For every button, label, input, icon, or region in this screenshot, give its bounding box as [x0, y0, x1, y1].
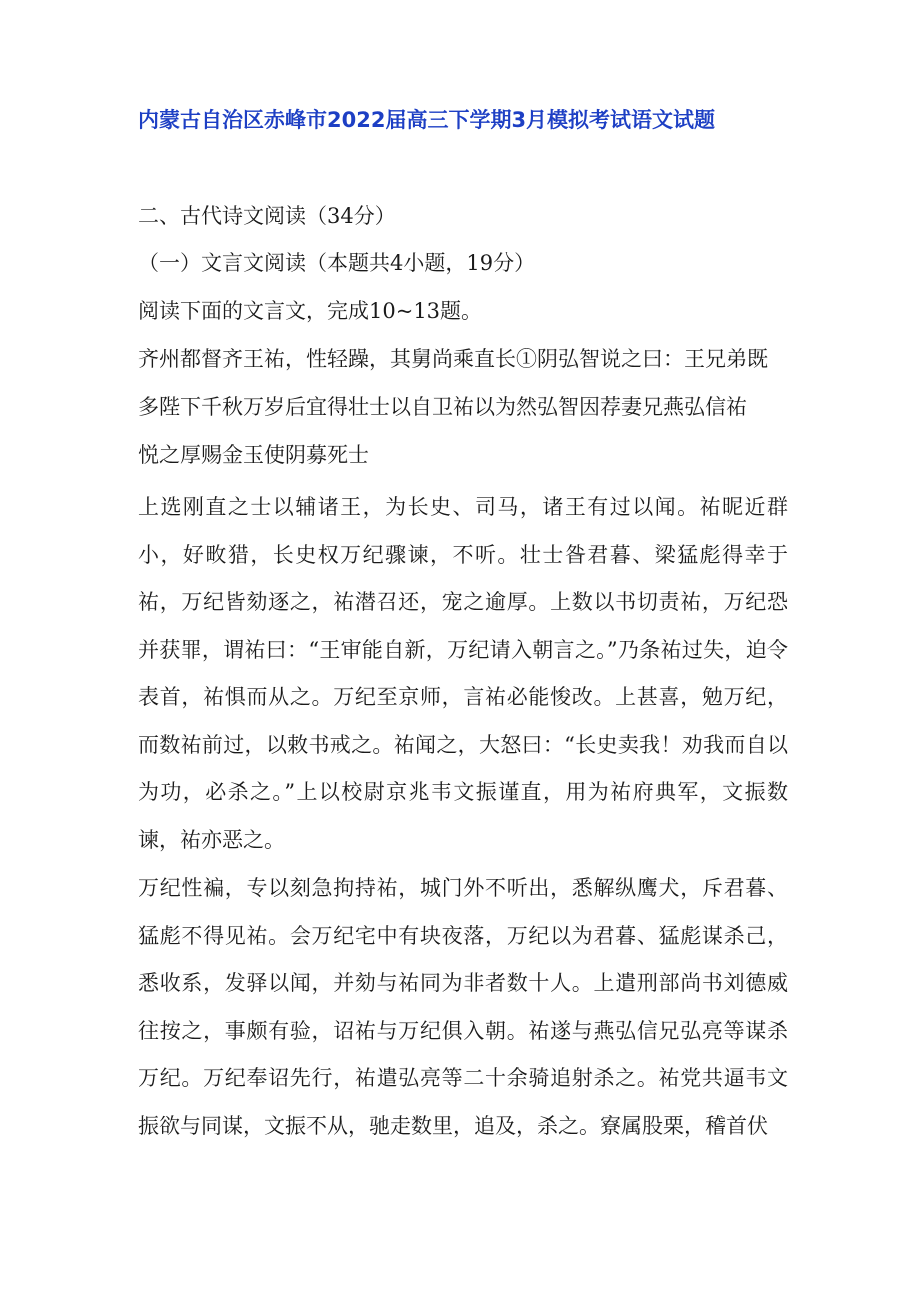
unpunctuated-line-3: 悦之厚赐金玉使阴募死士	[138, 443, 369, 467]
section-heading: 二、古代诗文阅读（34分）	[138, 204, 396, 228]
document-title: 内蒙古自治区赤峰市2022届高三下学期3月模拟考试语文试题	[138, 108, 716, 132]
subsection-heading: （一）文言文阅读（本题共4小题，19分）	[138, 251, 536, 275]
paragraph-2: 万纪性褊，专以刻急拘持祐，城门外不听出，悉解纵鹰犬，斥君暮、猛彪不得见祐。会万纪宅中有块夜落，万纪以为君暮、猛彪谋杀己，悉收系，发驿以闻，并劾与祐同为非者数十人。上遣刑部尚书刘德威往按之，事颇有验，诏祐与万纪俱入朝。祐遂与燕弘信兄弘亮等谋杀万纪。万纪奉诏先行，祐遣弘亮等二十余骑追射杀之。祐党共逼韦文振欲与同谋，文振不从，驰走数里，追及，杀之。寮属股栗，稽首伏	[138, 876, 788, 1138]
unpunctuated-line-1: 齐州都督齐王祐，性轻躁，其舅尚乘直长①阴弘智说之曰：王兄弟既	[138, 347, 768, 371]
unpunctuated-line-2: 多陛下千秋万岁后宜得壮士以自卫祐以为然弘智因荐妻兄燕弘信祐	[138, 395, 747, 419]
paragraph-1: 上选刚直之士以辅诸王，为长史、司马，诸王有过以闻。祐昵近群小，好畋猎，长史权万纪骤谏，不听。壮士昝君暮、梁猛彪得幸于祐，万纪皆劾逐之，祐潜召还，宠之逾厚。上数以书切责祐，万纪恐并获罪，谓祐曰：“王审能自新，万纪请入朝言之。”乃条祐过失，迫令表首，祐惧而从之。万纪至京师，言祐必能悛改。上甚喜，勉万纪，而数祐前过，以敕书戒之。祐闻之，大怒曰：“长史卖我！劝我而自以为功，必杀之。”上以校尉京兆韦文振谨直，用为祐府典军，文振数谏，祐亦恶之。	[138, 495, 788, 852]
instruction-line: 阅读下面的文言文，完成10~13题。	[138, 299, 483, 323]
